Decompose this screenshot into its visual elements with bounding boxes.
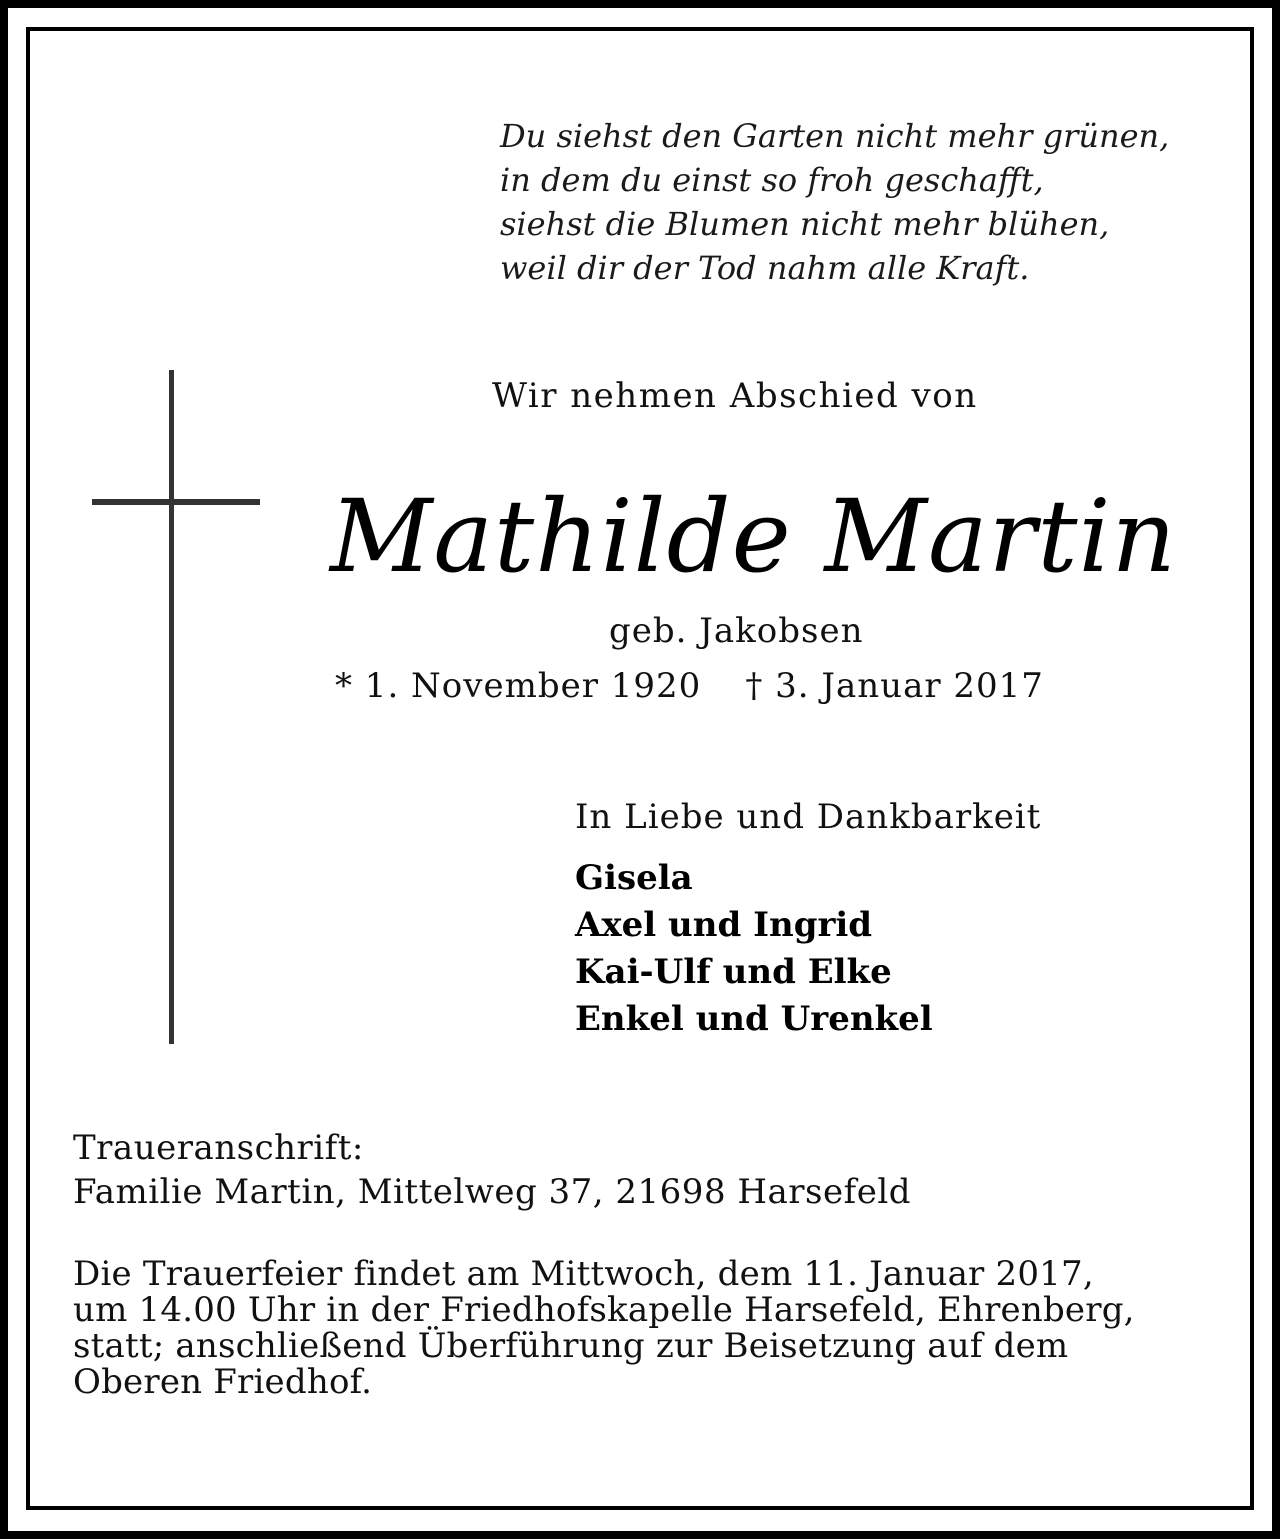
ceremony-line: um 14.00 Uhr in der Friedhofskapelle Harsefeld, Ehrenberg, bbox=[73, 1290, 1135, 1330]
birth-date: * 1. November 1920 bbox=[335, 666, 702, 706]
farewell-text: Wir nehmen Abschied von bbox=[492, 376, 978, 416]
address-line: Familie Martin, Mittelweg 37, 21698 Harsefeld bbox=[73, 1172, 911, 1212]
mourner: Enkel und Urenkel bbox=[575, 999, 933, 1039]
mourners-list bbox=[575, 855, 933, 1043]
mourner: Axel und Ingrid bbox=[575, 905, 873, 945]
maiden-name: geb. Jakobsen bbox=[609, 611, 864, 651]
life-dates bbox=[335, 666, 1044, 706]
poem-line: siehst die Blumen nicht mehr blühen, bbox=[500, 205, 1110, 243]
mourner: Kai-Ulf und Elke bbox=[575, 952, 892, 992]
mourning-address bbox=[73, 1126, 911, 1214]
mourner: Gisela bbox=[575, 858, 693, 898]
poem-line: weil dir der Tod nahm alle Kraft. bbox=[500, 249, 1030, 287]
death-date: † 3. Januar 2017 bbox=[745, 666, 1044, 706]
poem-line: Du siehst den Garten nicht mehr grünen, bbox=[500, 117, 1170, 155]
poem bbox=[500, 114, 1169, 290]
ceremony-line: Oberen Friedhof. bbox=[73, 1362, 373, 1402]
ceremony-line: statt; anschließend Überführung zur Beisetzung auf dem bbox=[73, 1326, 1069, 1366]
love-line: In Liebe und Dankbarkeit bbox=[575, 797, 1042, 837]
ceremony-line: Die Trauerfeier findet am Mittwoch, dem 11. Januar 2017, bbox=[73, 1254, 1094, 1294]
cross-icon-vertical bbox=[169, 370, 174, 1044]
ceremony-info bbox=[73, 1256, 1135, 1400]
cross-icon-horizontal bbox=[92, 499, 260, 505]
poem-line: in dem du einst so froh geschafft, bbox=[500, 161, 1044, 199]
address-label: Traueranschrift: bbox=[73, 1128, 364, 1168]
deceased-name: Mathilde Martin bbox=[330, 478, 1177, 595]
